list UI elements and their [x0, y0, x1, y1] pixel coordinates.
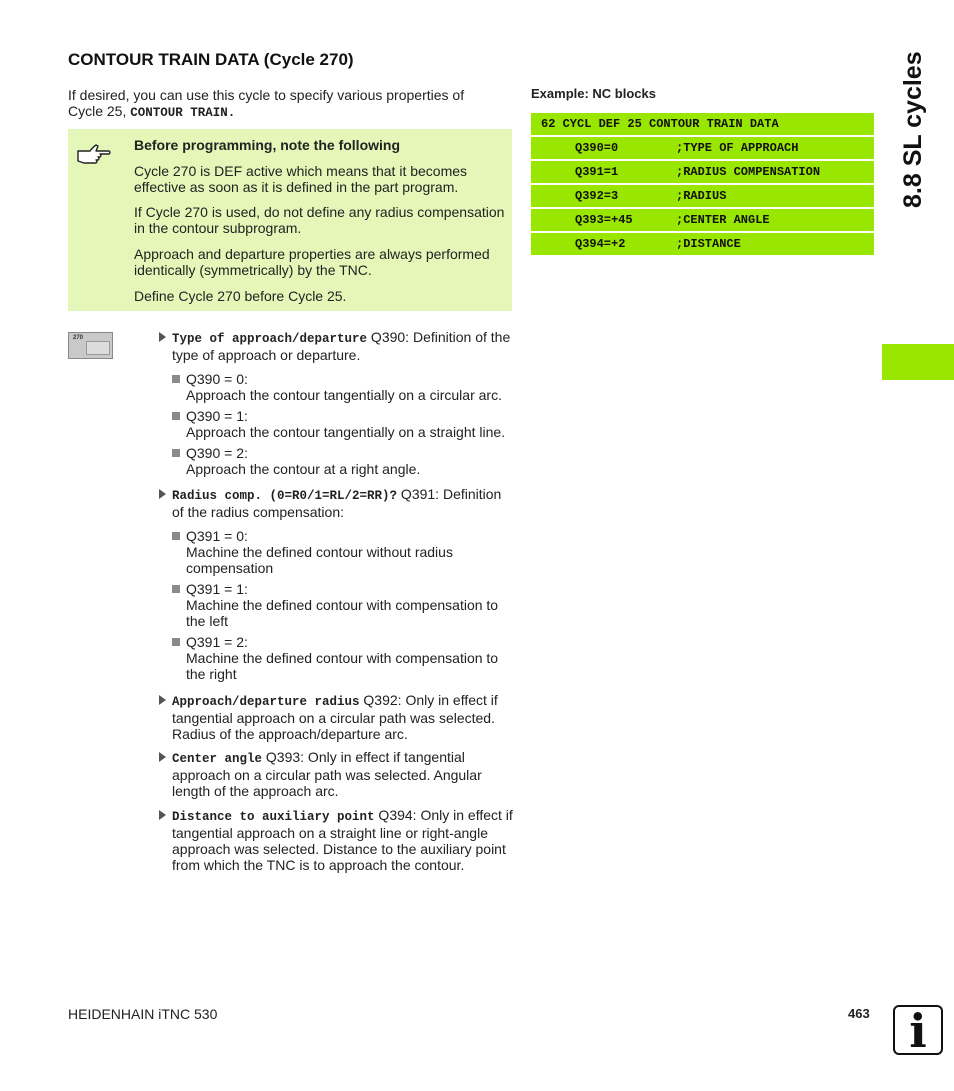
square-bullet-icon [172, 412, 180, 420]
param-code: Center angle [172, 752, 263, 766]
param-code: Radius comp. (0=R0/1=RL/2=RR)? [172, 489, 398, 503]
param-code: Approach/departure radius [172, 695, 360, 709]
square-bullet-icon [172, 449, 180, 457]
param-q394 [159, 807, 513, 873]
intro-paragraph [68, 87, 498, 121]
note-paragraph: If Cycle 270 is used, do not define any radius compensation in the contour subprogram. [134, 204, 505, 236]
list-item: Q391 = 2: Machine the defined contour with compensation to the right [172, 634, 517, 682]
triangle-bullet-icon [159, 332, 166, 342]
param-q392 [159, 692, 513, 742]
param-q393 [159, 749, 513, 799]
footer-text: HEIDENHAIN iTNC 530 [68, 1006, 218, 1022]
param-desc: Q393: Only in effect if tangential approach on a circular path was selected. Angular length of the approach arc. [172, 749, 482, 799]
square-bullet-icon [172, 585, 180, 593]
note-paragraph: Cycle 270 is DEF active which means that it becomes effective as soon as it is defined in the part program. [134, 163, 468, 195]
nc-block: Q393=+45 ;CENTER ANGLE [531, 209, 874, 231]
param-code: Type of approach/departure [172, 332, 368, 346]
note-paragraph: Approach and departure properties are always performed identically (symmetrically) by the TNC. [134, 246, 490, 278]
square-bullet-icon [172, 375, 180, 383]
cycle-270-softkey-icon [68, 332, 113, 359]
note-heading: Before programming, note the following [134, 137, 400, 153]
list-item: Q390 = 2: Approach the contour at a right angle. [172, 445, 517, 477]
list-item: Q391 = 1: Machine the defined contour with compensation to the left [172, 581, 517, 629]
param-q391 [159, 486, 513, 520]
chapter-tab-label: 8.8 SL cycles [899, 51, 927, 208]
param-desc: Q392: Only in effect if tangential approach on a circular path was selected. Radius of the approach/departure arc. [172, 692, 498, 742]
note-box [68, 129, 512, 311]
triangle-bullet-icon [159, 489, 166, 499]
list-item: Q391 = 0: Machine the defined contour without radius compensation [172, 528, 472, 576]
softkey-label: 270 [73, 335, 84, 341]
example-label: Example: NC blocks [531, 86, 656, 101]
page-title: CONTOUR TRAIN DATA (Cycle 270) [68, 50, 354, 69]
nc-block: Q392=3 ;RADIUS [531, 185, 874, 207]
intro-text: If desired, you can use this cycle to specify various properties of Cycle 25, [68, 87, 465, 119]
intro-code: CONTOUR TRAIN. [130, 106, 236, 120]
param-desc: Q390: Definition of the type of approach or departure. [172, 329, 511, 363]
nc-block: Q394=+2 ;DISTANCE [531, 233, 874, 255]
pointing-hand-icon [76, 139, 112, 167]
note-paragraph: Define Cycle 270 before Cycle 25. [134, 288, 347, 304]
list-item: Q390 = 1: Approach the contour tangentially on a straight line. [172, 408, 517, 440]
square-bullet-icon [172, 532, 180, 540]
nc-block: Q391=1 ;RADIUS COMPENSATION [531, 161, 874, 183]
param-code: Distance to auxiliary point [172, 810, 375, 824]
page-number: 463 [848, 1006, 870, 1021]
square-bullet-icon [172, 638, 180, 646]
nc-block: 62 CYCL DEF 25 CONTOUR TRAIN DATA [531, 113, 874, 135]
triangle-bullet-icon [159, 810, 166, 820]
nc-block: Q390=0 ;TYPE OF APPROACH [531, 137, 874, 159]
info-icon[interactable]: i [893, 1005, 943, 1055]
param-q390 [159, 329, 513, 363]
triangle-bullet-icon [159, 752, 166, 762]
param-desc: Q394: Only in effect if tangential approach on a straight line or right-angle approach was selected. Distance to the auxiliary point from which the TNC is to approach the contour. [172, 807, 513, 873]
chapter-tab-marker [882, 344, 954, 380]
list-item: Q390 = 0: Approach the contour tangentially on a circular arc. [172, 371, 517, 403]
triangle-bullet-icon [159, 695, 166, 705]
param-desc: Q391: Definition of the radius compensation: [172, 486, 502, 520]
